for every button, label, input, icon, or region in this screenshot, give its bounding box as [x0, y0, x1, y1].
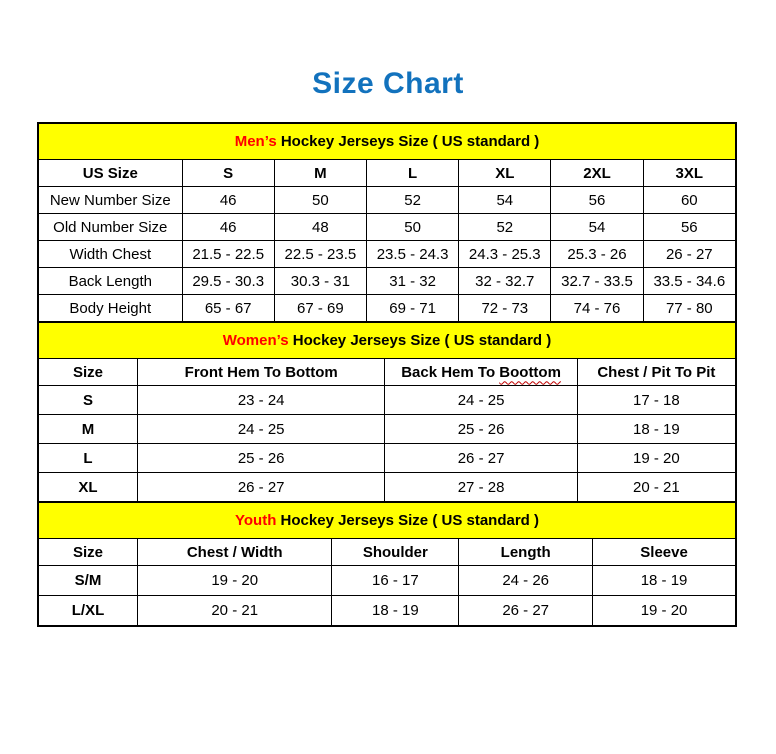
table-row	[39, 444, 736, 473]
table-cell: 19 - 20	[137, 566, 331, 596]
table-cell: 20 - 21	[137, 596, 331, 626]
column-header: Chest / Width	[137, 539, 331, 566]
row-label: S	[39, 386, 138, 415]
womens-banner-text: Hockey Jerseys Size ( US standard )	[292, 332, 552, 349]
table-row	[39, 295, 736, 322]
spellcheck-squiggle-word: Boottom	[499, 363, 561, 381]
table-cell: 52	[366, 187, 458, 214]
table-row	[39, 566, 736, 596]
column-header: L	[366, 160, 458, 187]
table-cell: 20 - 21	[577, 473, 735, 502]
table-cell: 32 - 32.7	[459, 268, 551, 295]
table-cell: 65 - 67	[182, 295, 274, 322]
table-cell: 16 - 17	[332, 566, 459, 596]
table-cell: 23 - 24	[137, 386, 384, 415]
table-row	[39, 473, 736, 502]
mens-banner-text: Hockey Jerseys Size ( US standard )	[280, 133, 540, 150]
table-row	[39, 268, 736, 295]
table-row	[39, 187, 736, 214]
table-cell: 22.5 - 23.5	[274, 241, 366, 268]
page-title: Size Chart	[312, 67, 464, 100]
table-cell: 26 - 27	[385, 444, 577, 473]
column-header: S	[182, 160, 274, 187]
size-chart-page	[0, 62, 776, 754]
table-cell: 48	[274, 214, 366, 241]
mens-size-table	[38, 123, 736, 322]
table-cell: 23.5 - 24.3	[366, 241, 458, 268]
mens-banner-highlight: Men’s	[234, 133, 277, 150]
table-cell: 24 - 25	[385, 386, 577, 415]
table-cell: 24.3 - 25.3	[459, 241, 551, 268]
row-label: L/XL	[39, 596, 138, 626]
table-cell: 50	[274, 187, 366, 214]
column-header: Chest / Pit To Pit	[577, 359, 735, 386]
table-cell: 33.5 - 34.6	[643, 268, 735, 295]
mens-section-banner	[39, 124, 736, 160]
womens-banner-highlight: Women’s	[222, 332, 289, 349]
youth-banner-highlight: Youth	[235, 512, 277, 529]
row-label: Body Height	[39, 295, 183, 322]
table-cell: 18 - 19	[577, 415, 735, 444]
table-row	[39, 386, 736, 415]
table-cell: 69 - 71	[366, 295, 458, 322]
column-header: US Size	[39, 160, 183, 187]
table-cell: 24 - 25	[137, 415, 384, 444]
column-header: Size	[39, 359, 138, 386]
table-cell: 24 - 26	[459, 566, 593, 596]
youth-section-banner	[39, 503, 736, 539]
table-cell: 19 - 20	[577, 444, 735, 473]
table-cell: 19 - 20	[593, 596, 736, 626]
table-cell: 54	[551, 214, 643, 241]
table-cell: 56	[643, 214, 735, 241]
row-label: New Number Size	[39, 187, 183, 214]
table-cell: 25.3 - 26	[551, 241, 643, 268]
column-header-with-typo: Back Hem To Boottom	[385, 359, 577, 386]
table-cell: 17 - 18	[577, 386, 735, 415]
row-label: M	[39, 415, 138, 444]
table-cell: 77 - 80	[643, 295, 735, 322]
column-header: 2XL	[551, 160, 643, 187]
table-cell: 50	[366, 214, 458, 241]
table-cell: 25 - 26	[385, 415, 577, 444]
womens-size-table	[38, 322, 736, 502]
size-chart-tables	[37, 122, 737, 627]
table-cell: 67 - 69	[274, 295, 366, 322]
row-label: Old Number Size	[39, 214, 183, 241]
table-cell: 26 - 27	[137, 473, 384, 502]
table-cell: 26 - 27	[459, 596, 593, 626]
table-row	[39, 214, 736, 241]
table-row	[39, 241, 736, 268]
table-cell: 30.3 - 31	[274, 268, 366, 295]
table-cell: 26 - 27	[643, 241, 735, 268]
row-label: L	[39, 444, 138, 473]
table-cell: 54	[459, 187, 551, 214]
womens-section-banner	[39, 323, 736, 359]
table-row	[39, 596, 736, 626]
table-cell: 74 - 76	[551, 295, 643, 322]
table-cell: 31 - 32	[366, 268, 458, 295]
column-header: Sleeve	[593, 539, 736, 566]
youth-banner-text: Hockey Jerseys Size ( US standard )	[280, 512, 539, 529]
youth-size-table	[38, 502, 736, 626]
table-cell: 60	[643, 187, 735, 214]
row-label: Width Chest	[39, 241, 183, 268]
row-label: XL	[39, 473, 138, 502]
row-label: S/M	[39, 566, 138, 596]
table-cell: 46	[182, 214, 274, 241]
table-cell: 25 - 26	[137, 444, 384, 473]
table-cell: 72 - 73	[459, 295, 551, 322]
column-header: Front Hem To Bottom	[137, 359, 384, 386]
column-header: 3XL	[643, 160, 735, 187]
column-header: Length	[459, 539, 593, 566]
table-cell: 56	[551, 187, 643, 214]
table-row	[39, 415, 736, 444]
column-header: XL	[459, 160, 551, 187]
row-label: Back Length	[39, 268, 183, 295]
table-cell: 27 - 28	[385, 473, 577, 502]
table-cell: 29.5 - 30.3	[182, 268, 274, 295]
table-cell: 32.7 - 33.5	[551, 268, 643, 295]
column-header: Size	[39, 539, 138, 566]
column-header: Shoulder	[332, 539, 459, 566]
table-cell: 18 - 19	[332, 596, 459, 626]
table-cell: 21.5 - 22.5	[182, 241, 274, 268]
column-header: M	[274, 160, 366, 187]
table-cell: 46	[182, 187, 274, 214]
table-cell: 52	[459, 214, 551, 241]
table-cell: 18 - 19	[593, 566, 736, 596]
